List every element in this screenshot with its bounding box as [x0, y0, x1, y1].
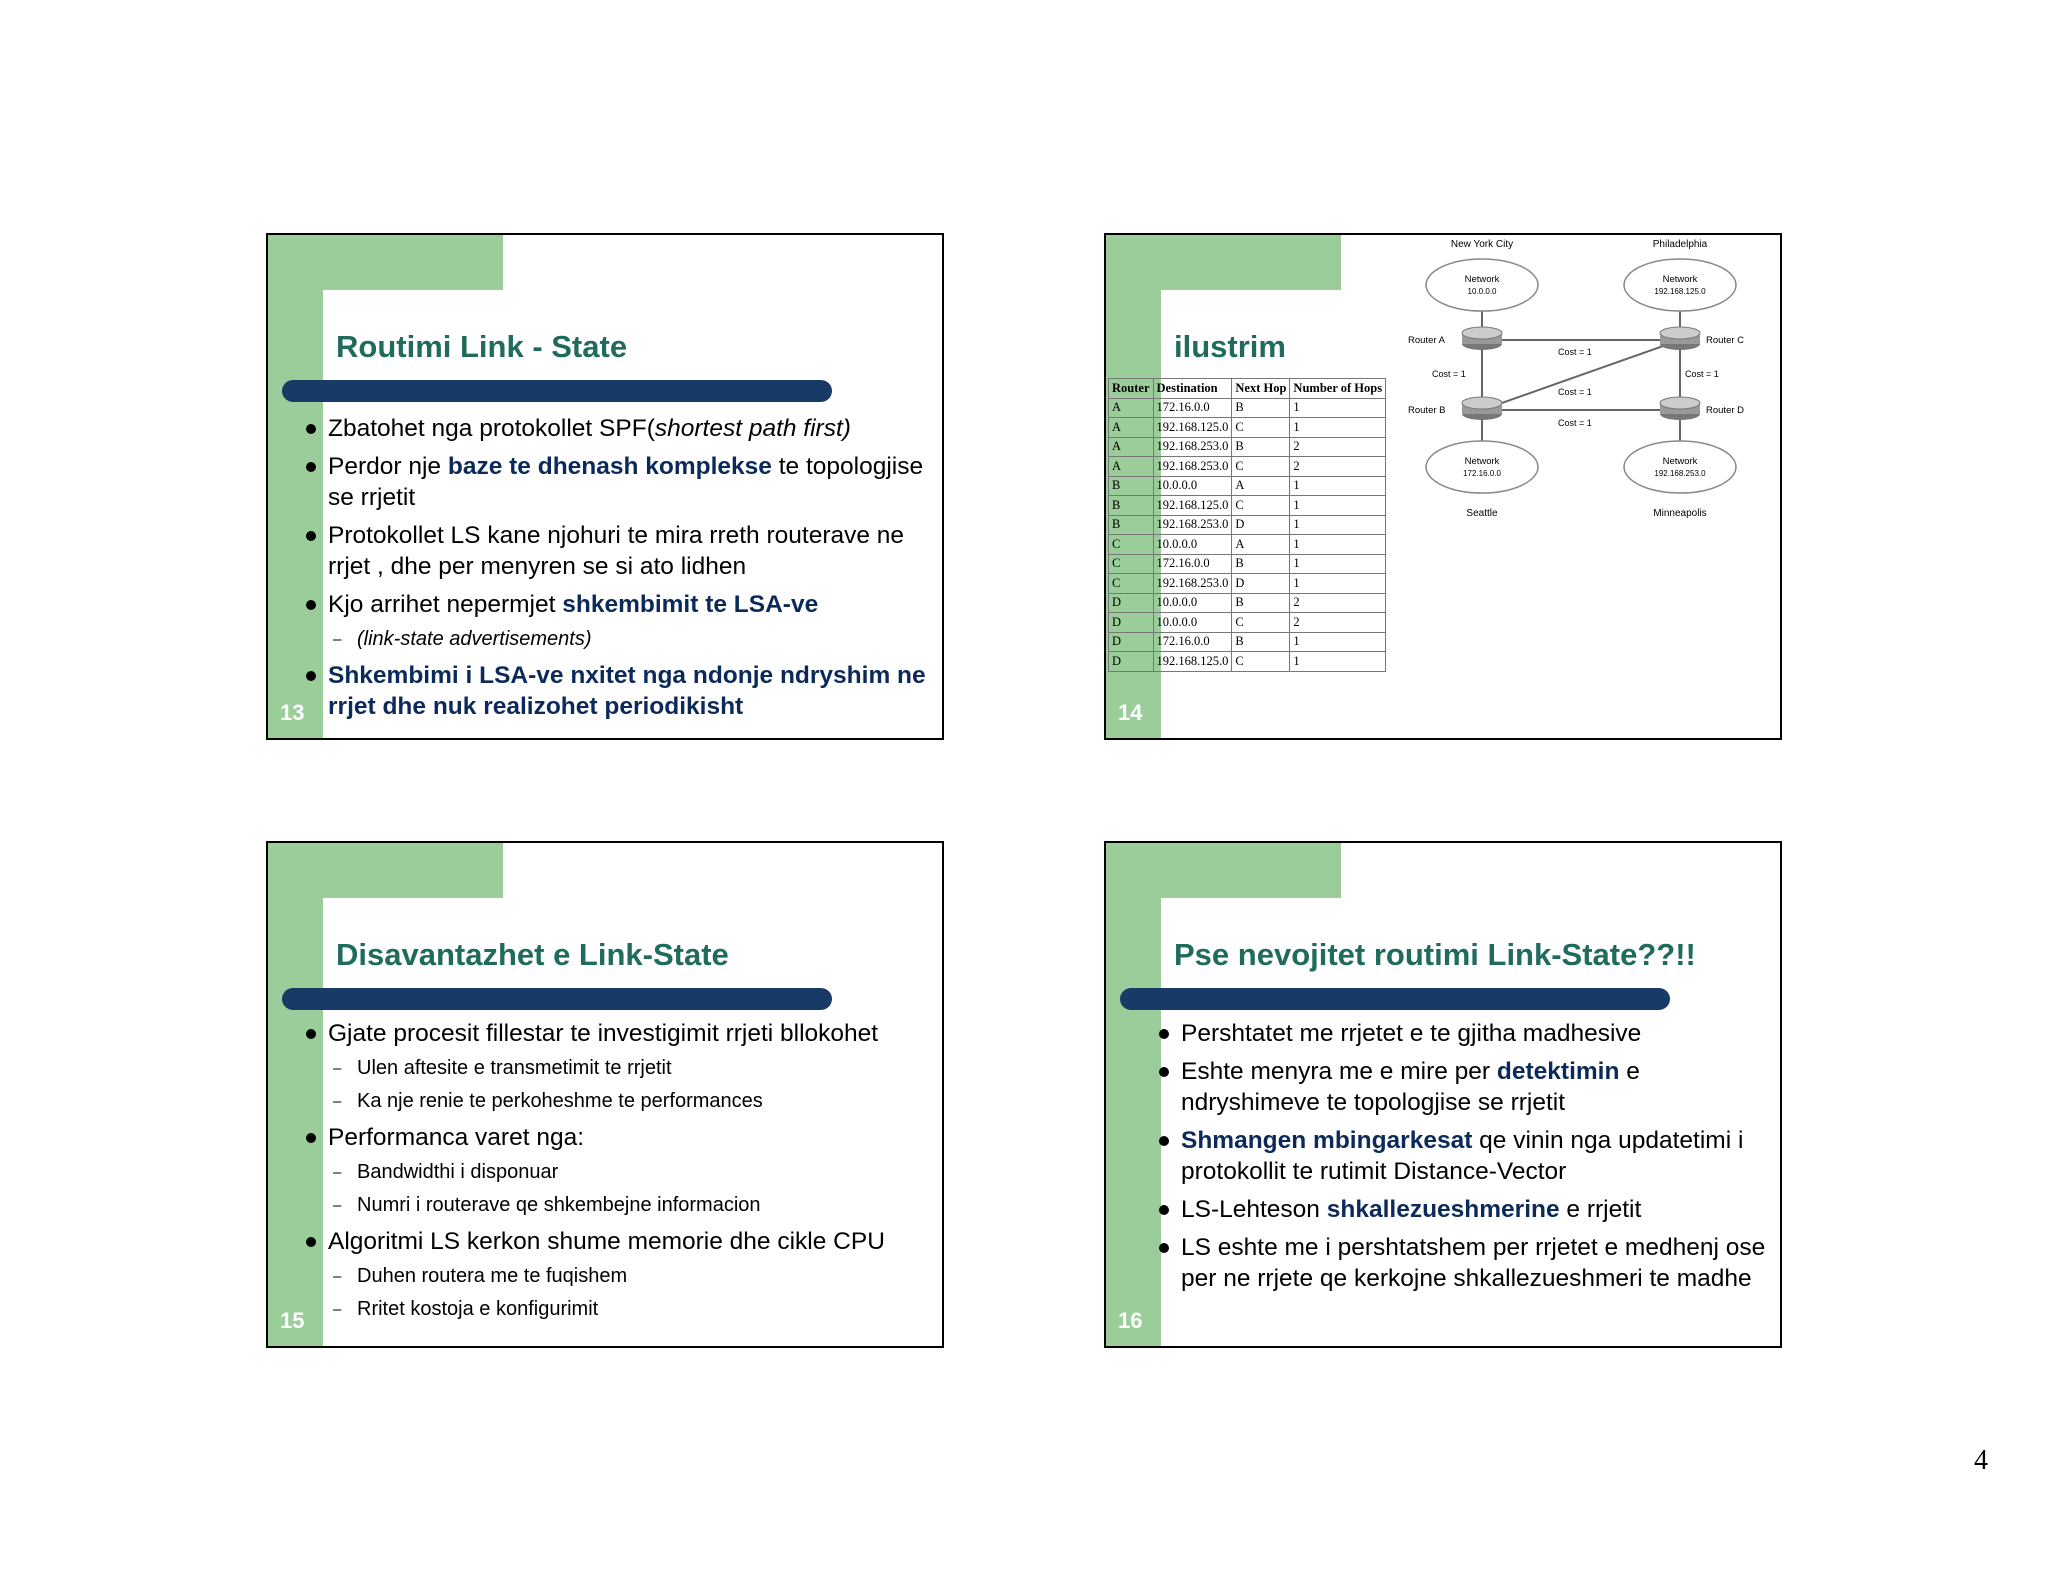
bullet-item: LS eshte me i pershtatshem per rrjetet e medhenj ose per ne rrjete qe kerkojne shkallezueshmeri te madhe [1156, 1232, 1774, 1294]
table-cell: 1 [1290, 418, 1386, 438]
table-cell: 192.168.253.0 [1153, 437, 1232, 457]
table-row [1109, 476, 1386, 496]
network-diagram [1406, 235, 1782, 535]
router-icon [1660, 397, 1700, 420]
table-cell: 172.16.0.0 [1153, 398, 1232, 418]
table-cell: C [1109, 554, 1154, 574]
bullet-item: Eshte menyra me e mire per detektimin e ndryshimeve te topologjise se rrjetit [1156, 1056, 1774, 1118]
table-row [1109, 418, 1386, 438]
table-cell: 2 [1290, 457, 1386, 477]
table-cell: 172.16.0.0 [1153, 554, 1232, 574]
table-row [1109, 496, 1386, 516]
cost-label: Cost = 1 [1558, 387, 1592, 397]
table-row [1109, 437, 1386, 457]
table-cell: C [1232, 652, 1290, 672]
table-cell: C [1109, 574, 1154, 594]
table-header-cell: Number of Hops [1290, 379, 1386, 399]
table-cell: 1 [1290, 632, 1386, 652]
city-label: Minneapolis [1653, 508, 1707, 519]
slide-content [1156, 1018, 1774, 1301]
table-row [1109, 593, 1386, 613]
table-cell: D [1232, 574, 1290, 594]
network-cloud-ny [1426, 259, 1538, 311]
table-cell: 192.168.125.0 [1153, 652, 1232, 672]
table-cell: B [1232, 437, 1290, 457]
table-cell: A [1109, 457, 1154, 477]
table-row [1109, 613, 1386, 633]
title-underline-bar [282, 988, 832, 1010]
table-cell: D [1109, 632, 1154, 652]
table-cell: A [1232, 535, 1290, 555]
table-row [1109, 652, 1386, 672]
slide-number: 16 [1118, 1308, 1143, 1333]
table-cell: B [1232, 554, 1290, 574]
network-label: Network [1662, 456, 1698, 467]
table-cell: A [1232, 476, 1290, 496]
table-cell: B [1109, 476, 1154, 496]
table-row [1109, 457, 1386, 477]
slide-content [303, 413, 936, 729]
table-cell: 10.0.0.0 [1153, 535, 1232, 555]
slide-14 [1104, 233, 1782, 740]
table-cell: C [1232, 418, 1290, 438]
table-header-cell: Next Hop [1232, 379, 1290, 399]
table-cell: 1 [1290, 535, 1386, 555]
table-cell: D [1109, 593, 1154, 613]
cost-label: Cost = 1 [1558, 418, 1592, 428]
bullet-item: Kjo arrihet nepermjet shkembimit te LSA-ve [303, 589, 936, 620]
slide-number: 13 [280, 700, 305, 725]
table-row [1109, 535, 1386, 555]
table-cell: 192.168.253.0 [1153, 515, 1232, 535]
table-cell: B [1232, 632, 1290, 652]
table-cell: C [1232, 613, 1290, 633]
table-cell: 10.0.0.0 [1153, 593, 1232, 613]
table-row [1109, 632, 1386, 652]
bullet-item: Algoritmi LS kerkon shume memorie dhe cikle CPU [303, 1226, 936, 1257]
routing-table-header [1109, 379, 1386, 399]
slide-title: Routimi Link - State [336, 329, 628, 364]
table-cell: 1 [1290, 398, 1386, 418]
sub-bullet-item: – Ulen aftesite e transmetimit te rrjetit [303, 1056, 936, 1081]
network-address: 10.0.0.0 [1467, 287, 1497, 296]
router-label: Router A [1408, 335, 1445, 346]
table-cell: 10.0.0.0 [1153, 476, 1232, 496]
sub-bullet-item: – Numri i routerave qe shkembejne informacion [303, 1193, 936, 1218]
table-cell: 1 [1290, 652, 1386, 672]
bullet-item: Shkembimi i LSA-ve nxitet nga ndonje ndryshim ne rrjet dhe nuk realizohet periodikisht [303, 660, 936, 722]
table-cell: 10.0.0.0 [1153, 613, 1232, 633]
table-cell: 1 [1290, 574, 1386, 594]
title-underline-bar [282, 380, 832, 402]
bullet-item: LS-Lehteson shkallezueshmerine e rrjetit [1156, 1194, 1774, 1225]
slide-number: 14 [1118, 700, 1143, 725]
network-address: 192.168.125.0 [1654, 287, 1706, 296]
table-cell: 172.16.0.0 [1153, 632, 1232, 652]
table-cell: A [1109, 398, 1154, 418]
table-cell: 192.168.125.0 [1153, 496, 1232, 516]
network-cloud-mn [1624, 441, 1736, 493]
table-cell: A [1109, 418, 1154, 438]
router-icon [1462, 327, 1502, 350]
table-cell: C [1109, 535, 1154, 555]
table-cell: B [1109, 496, 1154, 516]
network-label: Network [1464, 274, 1500, 285]
slide-16 [1104, 841, 1782, 1348]
slide-number: 15 [280, 1308, 305, 1333]
table-cell: 192.168.253.0 [1153, 574, 1232, 594]
city-label: Philadelphia [1652, 239, 1708, 250]
table-header-cell: Destination [1153, 379, 1232, 399]
table-row [1109, 554, 1386, 574]
table-header-cell: Router [1109, 379, 1154, 399]
slide-15 [266, 841, 944, 1348]
slide-13 [266, 233, 944, 740]
router-icon [1660, 327, 1700, 350]
network-label: Network [1662, 274, 1698, 285]
table-cell: 2 [1290, 593, 1386, 613]
network-address: 192.168.253.0 [1654, 469, 1706, 478]
router-icon [1462, 397, 1502, 420]
title-underline-bar [1120, 988, 1670, 1010]
router-label: Router D [1706, 405, 1745, 416]
sub-bullet-item: – Rritet kostoja e konfigurimit [303, 1297, 936, 1322]
network-address: 172.16.0.0 [1463, 469, 1501, 478]
table-cell: 1 [1290, 554, 1386, 574]
table-row [1109, 574, 1386, 594]
table-cell: C [1232, 457, 1290, 477]
table-cell: D [1109, 652, 1154, 672]
slide-title: Pse nevojitet routimi Link-State??!! [1174, 937, 1696, 972]
table-cell: B [1109, 515, 1154, 535]
bullet-item: Performanca varet nga: [303, 1122, 936, 1153]
city-label: New York City [1450, 239, 1514, 250]
cost-label: Cost = 1 [1558, 347, 1592, 357]
cost-label: Cost = 1 [1432, 369, 1466, 379]
routing-table [1108, 378, 1386, 672]
sub-bullet-item: – (link-state advertisements) [303, 627, 936, 652]
table-cell: 192.168.125.0 [1153, 418, 1232, 438]
bullet-item: Perdor nje baze te dhenash komplekse te topologjise se rrjetit [303, 451, 936, 513]
sub-bullet-item: – Duhen routera me te fuqishem [303, 1264, 936, 1289]
router-label: Router B [1408, 405, 1446, 416]
network-cloud-se [1426, 441, 1538, 493]
table-cell: D [1232, 515, 1290, 535]
slide-content [303, 1018, 936, 1330]
table-cell: 1 [1290, 496, 1386, 516]
sub-bullet-item: – Bandwidthi i disponuar [303, 1160, 936, 1185]
bullet-item: Zbatohet nga protokollet SPF(shortest path first) [303, 413, 936, 444]
network-label: Network [1464, 456, 1500, 467]
bullet-item: Protokollet LS kane njohuri te mira rreth routerave ne rrjet , dhe per menyren se si ato lidhen [303, 520, 936, 582]
table-cell: 2 [1290, 437, 1386, 457]
bullet-item: Gjate procesit fillestar te investigimit rrjeti bllokohet [303, 1018, 936, 1049]
slide-title: ilustrim [1174, 329, 1286, 364]
city-label: Seattle [1466, 508, 1498, 519]
slide-sidebar [1106, 843, 1161, 1346]
table-cell: 2 [1290, 613, 1386, 633]
table-cell: 1 [1290, 515, 1386, 535]
bullet-item: Shmangen mbingarkesat qe vinin nga updatetimi i protokollit te rutimit Distance-Vector [1156, 1125, 1774, 1187]
table-row [1109, 398, 1386, 418]
table-cell: A [1109, 437, 1154, 457]
table-cell: 192.168.253.0 [1153, 457, 1232, 477]
bullet-item: Pershtatet me rrjetet e te gjitha madhesive [1156, 1018, 1774, 1049]
cost-label: Cost = 1 [1685, 369, 1719, 379]
network-cloud-ph [1624, 259, 1736, 311]
table-cell: C [1232, 496, 1290, 516]
slide-title: Disavantazhet e Link-State [336, 937, 729, 972]
table-cell: B [1232, 398, 1290, 418]
sub-bullet-item: – Ka nje renie te perkoheshme te performances [303, 1089, 936, 1114]
table-row [1109, 515, 1386, 535]
page-number: 4 [1974, 1445, 1988, 1476]
router-label: Router C [1706, 335, 1745, 346]
table-cell: 1 [1290, 476, 1386, 496]
table-cell: D [1109, 613, 1154, 633]
table-cell: B [1232, 593, 1290, 613]
